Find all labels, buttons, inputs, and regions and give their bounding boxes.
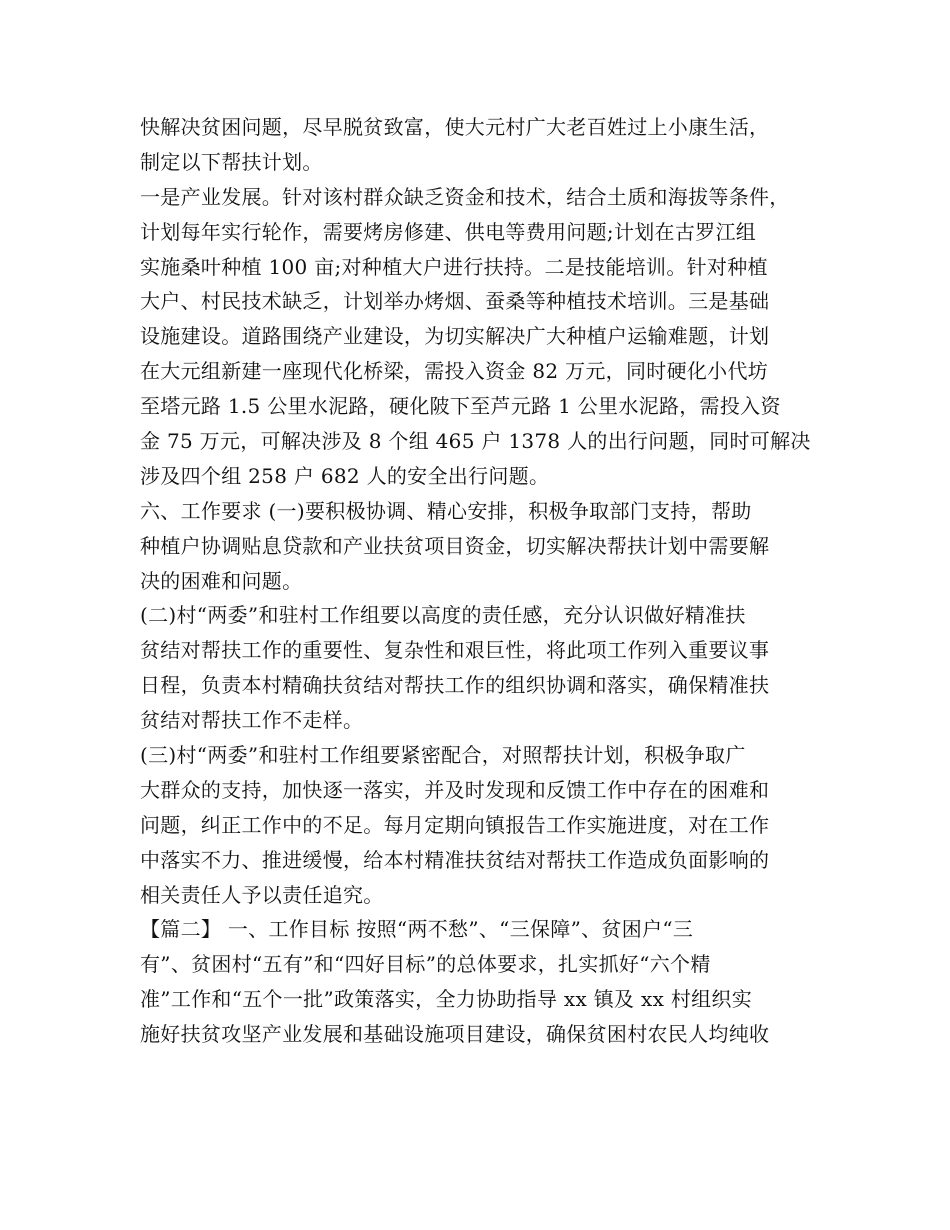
- text-line-21: 问题，纠正工作中的不足。每月定期向镇报告工作实施进度，对在工作: [140, 812, 770, 837]
- text-line-18: 贫结对帮扶工作不走样。: [140, 708, 364, 733]
- text-line-7: 设施建设。道路围绕产业建设，为切实解决广大种植户运输难题，计划: [140, 324, 770, 349]
- text-line-3: 一是产业发展。针对该村群众缺乏资金和技术，结合土质和海拔等条件，: [140, 184, 790, 209]
- text-line-23: 相关责任人予以责任追究。: [140, 882, 384, 907]
- text-line-5: 实施桑叶种植 100 亩;对种植大户进行扶持。二是技能培训。针对种植: [140, 254, 768, 279]
- text-line-20: 大群众的支持，加快逐一落实，并及时发现和反馈工作中存在的困难和: [140, 777, 770, 802]
- text-line-8: 在大元组新建一座现代化桥梁，需投入资金 82 万元，同时硬化小代坊: [140, 359, 769, 384]
- text-line-1: 快解决贫困问题，尽早脱贫致富，使大元村广大老百姓过上小康生活，: [140, 115, 770, 139]
- text-line-25: 有”、贫困村“五有”和“四好目标”的总体要求，扎实抓好“六个精: [140, 952, 711, 977]
- text-line-26: 准”工作和“五个一批”政策落实，全力协助指导 xx 镇及 xx 村组织实: [140, 987, 753, 1012]
- text-line-6: 大户、村民技术缺乏，计划举办烤烟、蚕桑等种植技术培训。三是基础: [140, 289, 770, 314]
- text-line-12: 六、工作要求 (一)要积极协调、精心安排，积极争取部门支持，帮助: [140, 498, 752, 523]
- text-line-10: 金 75 万元，可解决涉及 8 个组 465 户 1378 人的出行问题，同时可解决: [140, 429, 811, 454]
- text-line-17: 日程，负责本村精确扶贫结对帮扶工作的组织协调和落实，确保精准扶: [140, 673, 770, 698]
- text-line-27: 施好扶贫攻坚产业发展和基础设施项目建设，确保贫困村农民人均纯收: [140, 1022, 770, 1047]
- text-line-24: 【篇二】 一、工作目标 按照“两不愁”、“三保障”、贫困户“三: [140, 917, 694, 942]
- document-body: [140, 110, 830, 1052]
- text-line-4: 计划每年实行轮作，需要烤房修建、供电等费用问题;计划在古罗江组: [140, 219, 757, 244]
- text-line-19: (三)村“两委”和驻村工作组要紧密配合，对照帮扶计划，积极争取广: [140, 743, 746, 768]
- text-line-11: 涉及四个组 258 户 682 人的安全出行问题。: [140, 463, 550, 488]
- text-line-14: 决的困难和问题。: [140, 568, 303, 593]
- text-line-15: (二)村“两委”和驻村工作组要以高度的责任感，充分认识做好精准扶: [140, 603, 746, 628]
- text-line-16: 贫结对帮扶工作的重要性、复杂性和艰巨性，将此项工作列入重要议事: [140, 638, 770, 663]
- text-line-13: 种植户协调贴息贷款和产业扶贫项目资金，切实解决帮扶计划中需要解: [140, 533, 770, 558]
- text-line-22: 中落实不力、推进缓慢，给本村精准扶贫结对帮扶工作造成负面影响的: [140, 847, 770, 872]
- text-line-2: 制定以下帮扶计划。: [140, 149, 323, 174]
- text-line-9: 至塔元路 1.5 公里水泥路，硬化陂下至芦元路 1 公里水泥路，需投入资: [140, 394, 781, 419]
